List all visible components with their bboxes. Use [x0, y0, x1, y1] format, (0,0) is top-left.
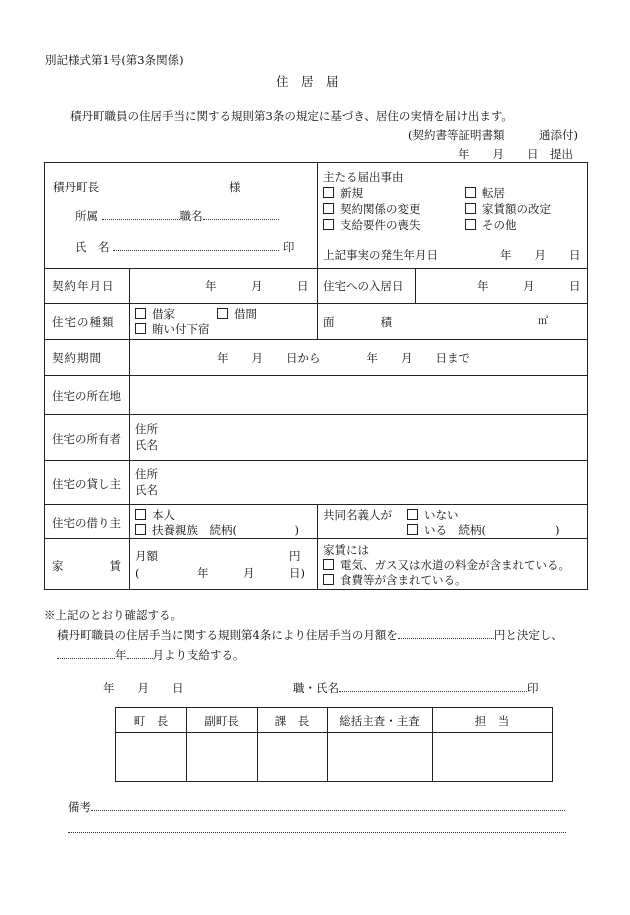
remarks-field[interactable]: [68, 799, 565, 815]
rent-date[interactable]: ( 年 月 日): [135, 566, 305, 580]
borrower-option-self[interactable]: 本人: [135, 507, 175, 523]
move-in-date[interactable]: 年 月 日: [477, 279, 581, 293]
reason-option-move[interactable]: 転居: [465, 185, 505, 201]
reason-option-loss[interactable]: 支給要件の喪失: [323, 217, 421, 233]
lender-name-label: 氏名: [135, 483, 158, 497]
yen-label: 円: [289, 549, 301, 563]
checkbox-icon: [135, 524, 146, 535]
reason-option-contract-change[interactable]: 契約関係の変更: [323, 201, 421, 217]
name-field[interactable]: [75, 239, 294, 255]
checkbox-icon: [465, 203, 476, 214]
approval-header-mayor: 町 長: [133, 714, 169, 728]
approval-header-supervisor: 総括主査・主査: [339, 714, 420, 728]
area-label: 面 積: [323, 315, 392, 329]
checkbox-icon: [135, 308, 146, 319]
owner-label: 住宅の所有者: [52, 432, 121, 446]
residence-form: [44, 162, 588, 590]
contract-date-label: 契約年月日: [52, 279, 115, 293]
affiliation-label: 所属: [75, 209, 98, 223]
reason-option-rent-revision[interactable]: 家賃額の改定: [465, 201, 551, 217]
form-number: 別記様式第1号(第3条関係): [45, 53, 184, 67]
housing-type-label: 住宅の種類: [52, 315, 115, 329]
allowance-amount-field[interactable]: [398, 638, 494, 639]
type-option-rented-room[interactable]: 借間: [217, 306, 257, 322]
start-month-field[interactable]: [127, 658, 153, 659]
approval-header-chief: 課 長: [274, 714, 310, 728]
rent-includes-label: 家賃には: [323, 543, 369, 557]
official-seal: 印: [527, 681, 539, 695]
checkbox-icon: [323, 219, 334, 230]
co-owner-label: 共同名義人が: [323, 508, 392, 522]
checkbox-icon: [217, 308, 228, 319]
reason-option-other[interactable]: その他: [465, 217, 517, 233]
checkbox-icon: [135, 509, 146, 520]
borrower-label: 住宅の借り主: [52, 516, 121, 530]
checkbox-icon: [407, 524, 418, 535]
move-in-label: 住宅への入居日: [323, 279, 404, 293]
type-option-rented-house[interactable]: 借家: [135, 306, 175, 322]
rent-label: 家 賃: [52, 559, 121, 573]
checkbox-icon: [323, 187, 334, 198]
name-label: 氏 名: [75, 240, 110, 254]
approval-header-deputy: 副町長: [204, 714, 239, 728]
area-unit: ㎡: [538, 316, 548, 327]
occurrence-label: 上記事実の発生年月日: [323, 248, 438, 262]
start-year-field[interactable]: [57, 658, 115, 659]
remarks-line-2[interactable]: [68, 832, 566, 833]
official-field[interactable]: [293, 680, 539, 696]
type-option-boarding[interactable]: 賄い付下宿: [135, 321, 210, 337]
confirm-date[interactable]: 年 月 日: [103, 681, 184, 695]
co-owner-option-exists[interactable]: いる 続柄( ): [407, 522, 559, 538]
official-label: 職・氏名: [293, 681, 339, 695]
borrower-option-dependent[interactable]: 扶養親族 続柄( ): [135, 522, 299, 538]
payment-start-line: 年 月より支給する。: [57, 647, 245, 663]
approval-header-staff: 担 当: [474, 714, 510, 728]
seal-mark: 印: [282, 240, 295, 254]
monthly-label: 月額: [135, 549, 158, 563]
affiliation-field[interactable]: [75, 208, 299, 224]
contract-period-label: 契約期間: [52, 351, 102, 365]
checkbox-icon: [135, 323, 146, 334]
page-title: 住 居 届: [276, 74, 339, 89]
contract-date-value[interactable]: 年 月 日: [205, 279, 309, 293]
allowance-line: 積丹町職員の住居手当に関する規則第4条により住居手当の月額を 円と決定し、: [57, 628, 563, 642]
rent-item-meals[interactable]: 食費等が含まれている。: [323, 572, 467, 588]
intro-text: 積丹町職員の住居手当に関する規則第3条の規定に基づき、居住の実情を届け出ます。: [70, 109, 513, 123]
sama-label: 様: [229, 180, 241, 194]
approval-table: [115, 707, 553, 782]
checkbox-icon: [323, 203, 334, 214]
owner-name-label: 氏名: [135, 438, 158, 452]
lender-address-label: 住所: [135, 467, 158, 481]
co-owner-option-none[interactable]: いない: [407, 507, 459, 523]
attachment-note: (契約書等証明書類 通添付): [408, 128, 578, 142]
reason-option-new[interactable]: 新規: [323, 185, 363, 201]
lender-label: 住宅の貸し主: [52, 477, 121, 491]
submit-date: 年 月 日 提出: [458, 147, 573, 161]
occurrence-date[interactable]: 年 月 日: [500, 248, 581, 262]
mayor-label: 積丹町長: [53, 180, 99, 194]
location-label: 住宅の所在地: [52, 389, 121, 403]
reason-title: 主たる届出事由: [323, 170, 404, 184]
checkbox-icon: [407, 509, 418, 520]
checkbox-icon: [465, 219, 476, 230]
remarks-label: 備考: [68, 800, 91, 814]
contract-period-value[interactable]: 年 月 日から 年 月 日まで: [217, 351, 470, 365]
job-title-label: 職名: [179, 209, 203, 223]
checkbox-icon: [323, 574, 334, 585]
owner-address-label: 住所: [135, 422, 158, 436]
checkbox-icon: [323, 559, 334, 570]
confirm-note: ※上記のとおり確認する。: [44, 608, 182, 622]
checkbox-icon: [465, 187, 476, 198]
rent-item-utilities[interactable]: 電気、ガス又は水道の料金が含まれている。: [323, 557, 570, 573]
